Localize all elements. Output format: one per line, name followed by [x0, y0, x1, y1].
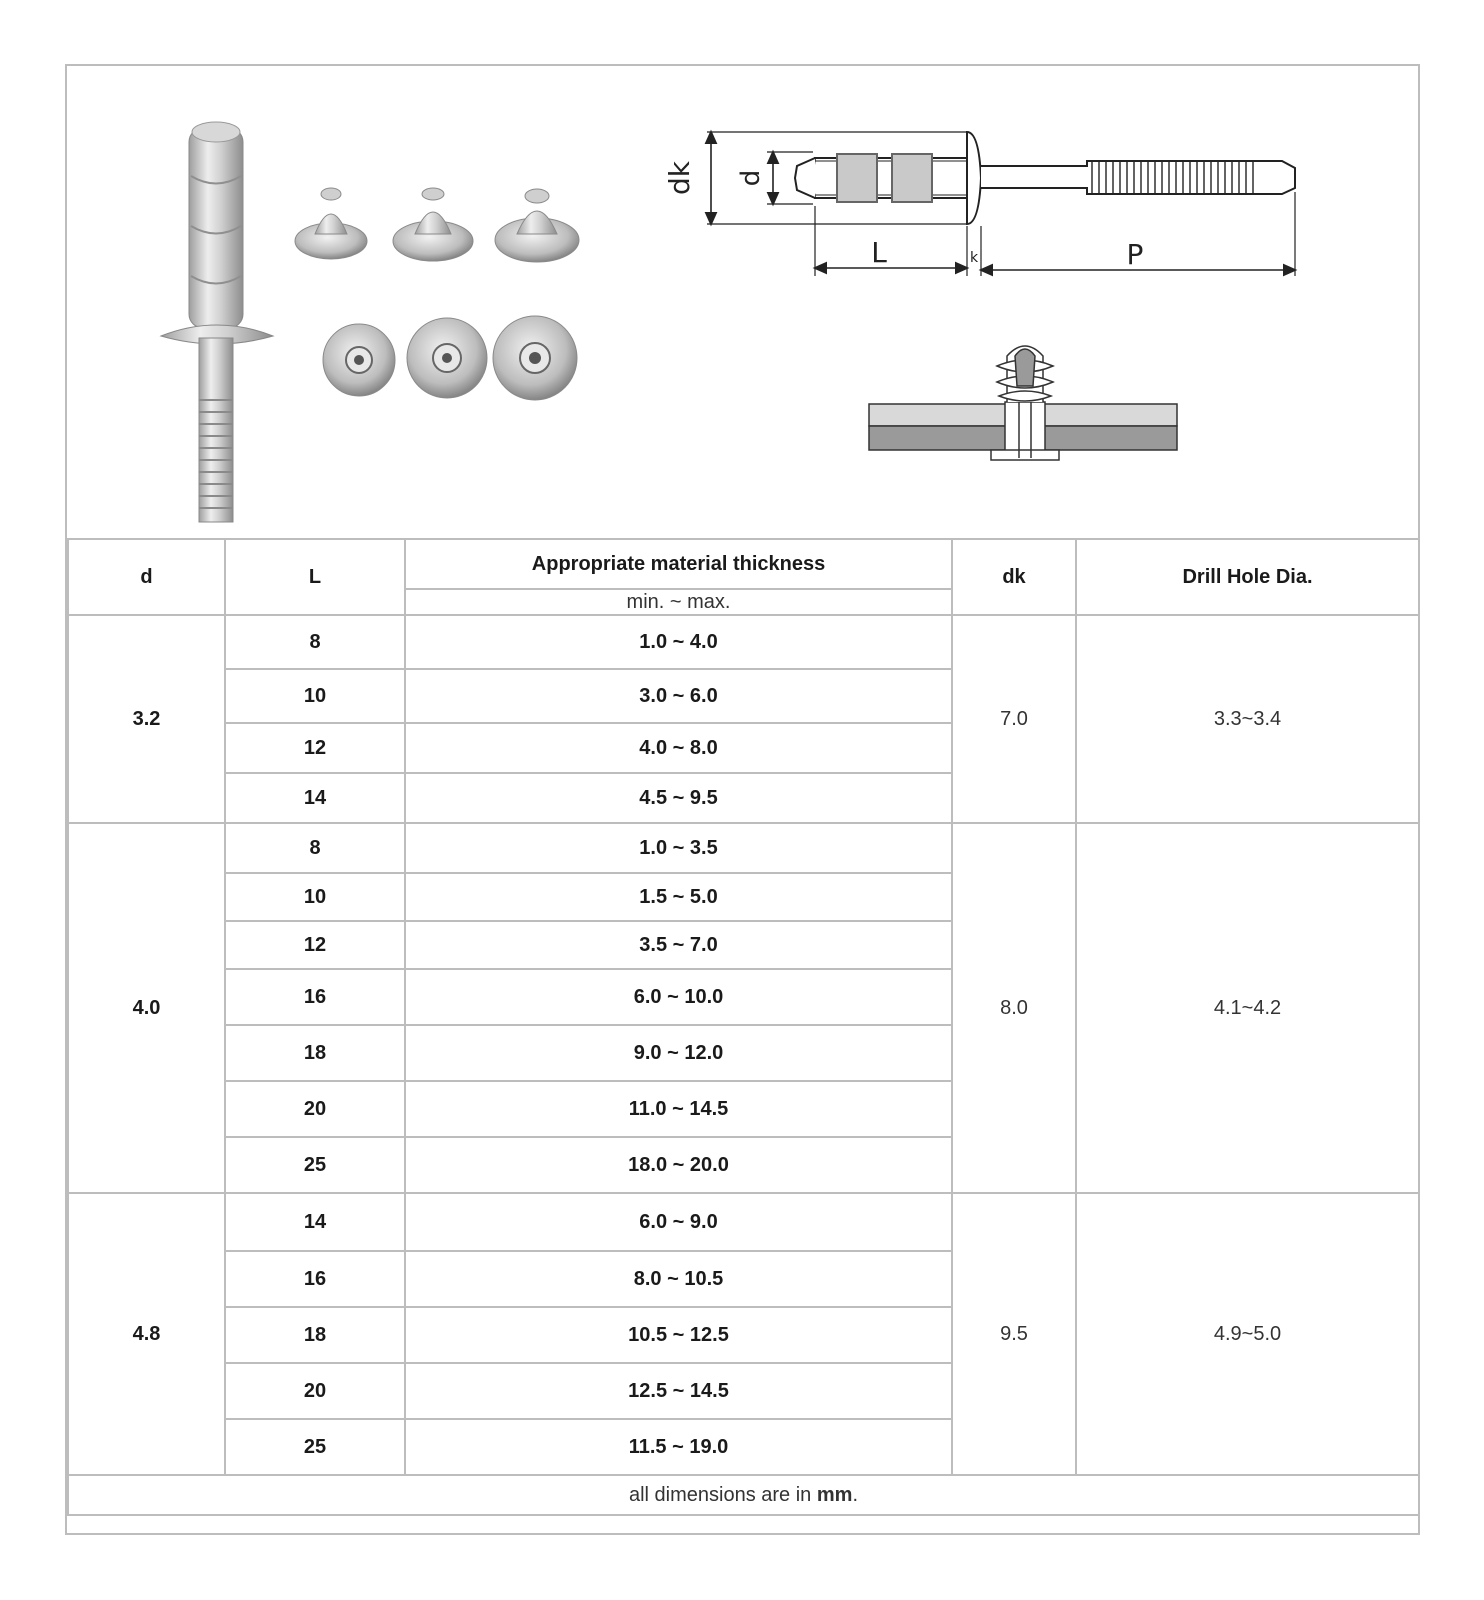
cell-dk: 8.0	[952, 823, 1076, 1193]
cell-thickness-range: 11.5 ~ 19.0	[405, 1419, 952, 1475]
rivet-heads-side	[295, 188, 579, 262]
header-dk: dk	[952, 539, 1076, 615]
cell-L: 20	[225, 1363, 405, 1419]
header-L: L	[225, 539, 405, 615]
cell-thickness-range: 6.0 ~ 9.0	[405, 1193, 952, 1251]
cell-d: 3.2	[68, 615, 225, 823]
cell-thickness-range: 1.5 ~ 5.0	[405, 873, 952, 921]
cell-L: 25	[225, 1137, 405, 1193]
cell-L: 18	[225, 1307, 405, 1363]
spec-table-body	[68, 615, 1419, 1475]
units-note-unit: mm	[816, 1483, 853, 1506]
header-drill-hole-dia: Drill Hole Dia.	[1076, 539, 1419, 615]
table-row	[68, 1193, 1419, 1251]
spec-sheet	[65, 64, 1420, 1535]
cell-thickness-range: 11.0 ~ 14.5	[405, 1081, 952, 1137]
cell-L: 20	[225, 1081, 405, 1137]
cell-L: 16	[225, 1251, 405, 1307]
units-note	[68, 1475, 1419, 1515]
rivet-spec-table	[67, 538, 1420, 1516]
product-figure-panel	[67, 66, 1418, 540]
cell-L: 12	[225, 723, 405, 773]
cell-drill-hole-dia: 4.1~4.2	[1076, 823, 1419, 1193]
cell-L: 10	[225, 669, 405, 723]
cell-dk: 7.0	[952, 615, 1076, 823]
dim-label-P: P	[1126, 238, 1144, 271]
cell-d: 4.0	[68, 823, 225, 1193]
cell-thickness-range: 18.0 ~ 20.0	[405, 1137, 952, 1193]
header-d: d	[68, 539, 225, 615]
dim-label-dk: dk	[663, 161, 696, 195]
dim-label-d: d	[736, 169, 766, 187]
dim-label-k: k	[969, 250, 979, 266]
cell-dk: 9.5	[952, 1193, 1076, 1475]
cell-L: 25	[225, 1419, 405, 1475]
cell-thickness-range: 8.0 ~ 10.5	[405, 1251, 952, 1307]
cell-L: 16	[225, 969, 405, 1025]
cell-L: 18	[225, 1025, 405, 1081]
rivet-photo-tall	[161, 122, 273, 522]
cell-thickness-range: 9.0 ~ 12.0	[405, 1025, 952, 1081]
cell-thickness-range: 10.5 ~ 12.5	[405, 1307, 952, 1363]
cell-thickness-range: 3.0 ~ 6.0	[405, 669, 952, 723]
cell-drill-hole-dia: 3.3~3.4	[1076, 615, 1419, 823]
cell-thickness-range: 1.0 ~ 4.0	[405, 615, 952, 669]
cell-L: 12	[225, 921, 405, 969]
cell-thickness-range: 12.5 ~ 14.5	[405, 1363, 952, 1419]
cell-thickness-range: 1.0 ~ 3.5	[405, 823, 952, 873]
dim-label-L: L	[871, 236, 887, 269]
cell-d: 4.8	[68, 1193, 225, 1475]
rivet-illustrations	[67, 66, 1418, 538]
table-row	[68, 615, 1419, 669]
rivet-installed-cross-section	[869, 346, 1177, 460]
header-min-max: min. ~ max.	[405, 589, 952, 615]
cell-L: 8	[225, 615, 405, 669]
cell-L: 8	[225, 823, 405, 873]
cell-thickness-range: 3.5 ~ 7.0	[405, 921, 952, 969]
header-material-thickness: Appropriate material thickness	[405, 539, 952, 589]
rivet-dimension-drawing	[707, 132, 1295, 276]
cell-L: 10	[225, 873, 405, 921]
cell-thickness-range: 6.0 ~ 10.0	[405, 969, 952, 1025]
units-note-suffix: .	[852, 1483, 858, 1506]
cell-drill-hole-dia: 4.9~5.0	[1076, 1193, 1419, 1475]
rivet-heads-top	[323, 316, 577, 400]
table-row	[68, 823, 1419, 873]
cell-L: 14	[225, 773, 405, 823]
cell-thickness-range: 4.5 ~ 9.5	[405, 773, 952, 823]
cell-L: 14	[225, 1193, 405, 1251]
units-note-prefix: all dimensions are in	[628, 1483, 817, 1506]
cell-thickness-range: 4.0 ~ 8.0	[405, 723, 952, 773]
